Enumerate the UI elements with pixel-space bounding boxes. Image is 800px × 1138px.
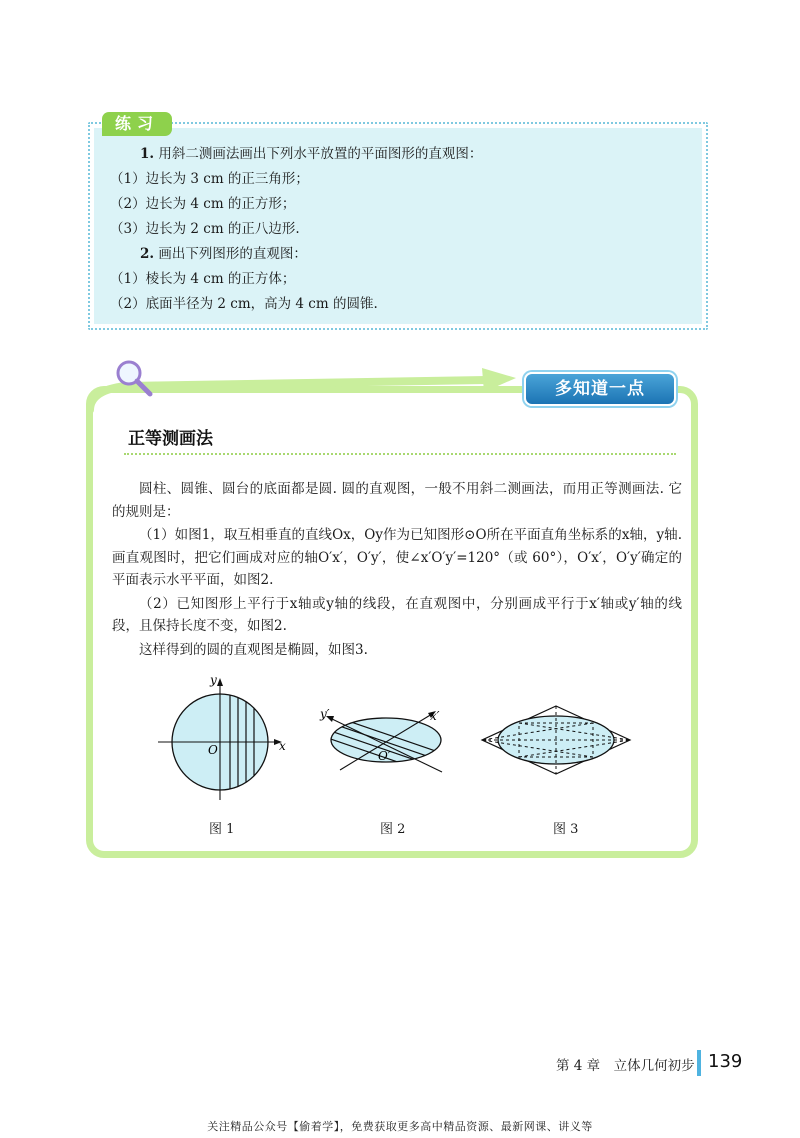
question-number: 1. (140, 146, 155, 162)
section-divider (124, 453, 676, 455)
origin-prime-label: O′ (378, 749, 391, 763)
paragraph: 这样得到的圆的直观图是椭圆，如图3. (139, 641, 368, 658)
exercise-line (110, 292, 482, 317)
paragraph: （2）已知图形上平行于x轴或y轴的线段，在直观图中，分别画成平行于x′轴或y′轴的线段，且保持长度不变，如图2. (112, 595, 682, 634)
exercise-text: 用斜二测画法画出下列水平放置的平面图形的直观图： (158, 146, 483, 162)
exercise-text: （1）边长为 3 cm 的正三角形； (110, 171, 309, 187)
y-axis-label: y (210, 673, 217, 687)
exercise-line (110, 142, 482, 167)
exercise-line (110, 167, 482, 192)
exercise-text: （1）棱长为 4 cm 的正方体； (110, 271, 296, 287)
x-prime-axis-label: x′ (430, 709, 440, 723)
exercise-line (110, 242, 482, 267)
exercise-box (88, 112, 708, 330)
figure-3-caption: 图 3 (553, 822, 579, 837)
figure-2-ellipse (316, 700, 466, 780)
figure-2-caption: 图 2 (380, 822, 406, 837)
chapter-bar (697, 1050, 701, 1076)
figure-3-rhombus-ellipse (478, 700, 638, 780)
bottom-notice: 关注精品公众号【偷着学】，免费获取更多高中精品资源、最新网课、讲义等 (207, 1120, 593, 1133)
section-title: 正等测画法 (128, 429, 213, 449)
exercise-text: （3）边长为 2 cm 的正八边形. (110, 221, 300, 237)
exercise-line (110, 192, 482, 217)
exercise-text: （2）底面半径为 2 cm，高为 4 cm 的圆锥. (110, 296, 378, 312)
x-axis-label: x (279, 739, 286, 753)
page-number: 139 (708, 1051, 743, 1072)
origin-label: O (208, 743, 218, 757)
section-body (112, 478, 682, 662)
exercise-text: （2）边长为 4 cm 的正方形； (110, 196, 296, 212)
figure-1-circle (150, 670, 300, 810)
paragraph: 圆柱、圆锥、圆台的底面都是圆. 圆的直观图，一般不用斜二测画法，而用正等测画法. 它的规则是： (112, 481, 682, 520)
exercise-line (110, 217, 482, 242)
chapter-title: 第 4 章 立体几何初步 (556, 1058, 695, 1074)
y-prime-axis-label: y′ (320, 707, 330, 721)
magnifier-icon (114, 358, 154, 398)
figure-1-caption: 图 1 (209, 822, 235, 837)
exercise-tag: 练习 (102, 112, 172, 136)
exercise-text: 画出下列图形的直观图： (158, 246, 307, 262)
exercise-line (110, 267, 482, 292)
exercise-lines (110, 142, 482, 317)
green-swoosh-decoration (86, 360, 546, 420)
paragraph: （1）如图1，取互相垂直的直线Ox，Oy作为已知图形⊙O所在平面直角坐标系的x轴，y轴. 画直观图时，把它们画成对应的轴O′x′，O′y′，使∠x′O′y′=120°（或 60°），O′x′，O′y′确定的平面表示水平平面，如图2. (112, 527, 682, 588)
question-number: 2. (140, 246, 155, 262)
know-more-badge: 多知道一点 (524, 372, 676, 406)
